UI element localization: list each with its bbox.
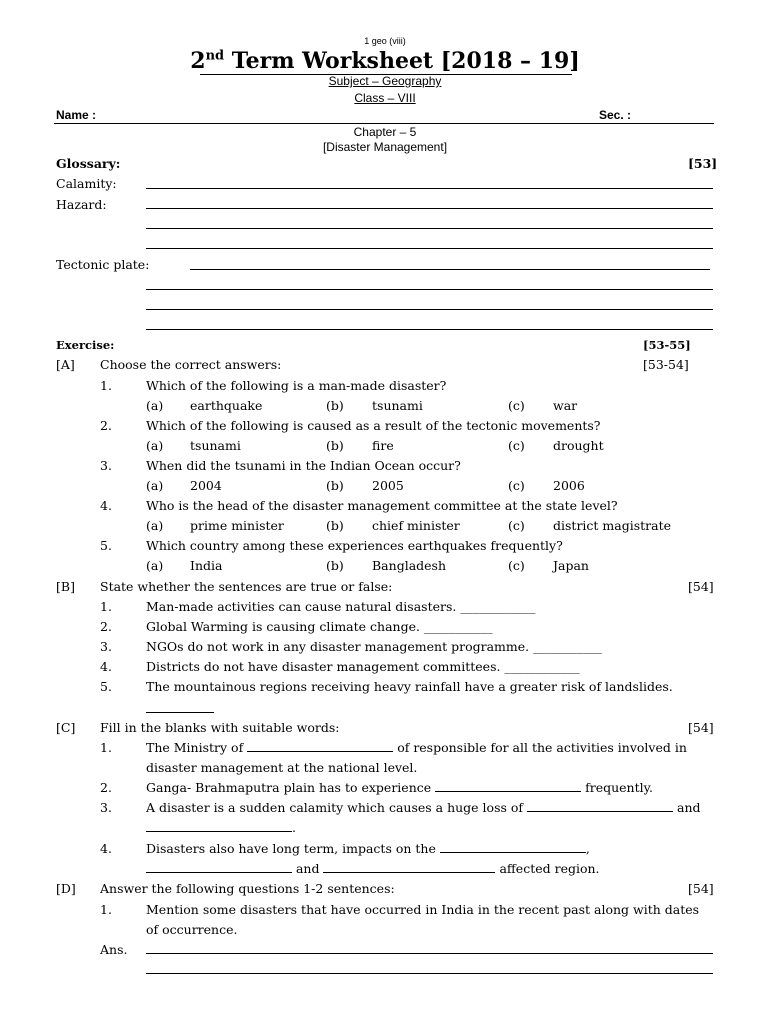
fill-blank[interactable] [435, 781, 581, 792]
section-b-title: State whether the sentences are true or false: [100, 579, 393, 594]
question-text: , [585, 841, 590, 856]
answer-line[interactable] [146, 309, 713, 310]
exercise-heading: Exercise: [56, 338, 115, 352]
option-text[interactable]: prime minister [190, 518, 284, 533]
option-text[interactable]: fire [372, 438, 394, 453]
answer-line[interactable] [146, 208, 713, 209]
option-letter[interactable]: (b) [326, 558, 344, 573]
question-text: of occurrence. [146, 922, 238, 937]
answer-line[interactable] [190, 269, 710, 270]
option-text[interactable]: drought [553, 438, 604, 453]
fill-blank[interactable] [146, 821, 292, 832]
option-letter[interactable]: (c) [508, 398, 525, 413]
subject-line: Subject – Geography [328, 74, 442, 88]
question-text: frequently. [585, 780, 654, 795]
option-letter[interactable]: (c) [508, 438, 525, 453]
option-text[interactable]: district magistrate [553, 518, 671, 533]
option-text[interactable]: India [190, 558, 223, 573]
question-number: 3. [100, 458, 112, 473]
glossary-page-ref: [53] [688, 156, 718, 171]
option-letter[interactable]: (a) [146, 398, 164, 413]
option-letter[interactable]: (a) [146, 438, 164, 453]
page-title [0, 48, 770, 74]
fill-blank[interactable] [323, 862, 495, 873]
statement-text: The mountainous regions receiving heavy rainfall have a greater risk of landslides. [146, 679, 673, 694]
question-number: 2. [100, 780, 112, 795]
statement-text: NGOs do not work in any disaster management programme. ___________ [146, 639, 602, 654]
option-text[interactable]: tsunami [372, 398, 423, 413]
answer-line[interactable] [146, 228, 713, 229]
section-d-page-ref: [54] [688, 881, 714, 896]
question-text: A disaster is a sudden calamity which causes a huge loss of [146, 800, 524, 815]
fill-question [146, 740, 687, 755]
question-number: 3. [100, 800, 112, 815]
option-letter[interactable]: (c) [508, 478, 525, 493]
answer-label: Ans. [100, 942, 128, 957]
question-number: 5. [100, 538, 112, 553]
option-letter[interactable]: (b) [326, 478, 344, 493]
option-letter[interactable]: (b) [326, 518, 344, 533]
title-ordinal: 2 [190, 48, 206, 74]
glossary-term-tectonic-plate: Tectonic plate: [56, 257, 150, 272]
question-text: Mention some disasters that have occurred in India in the recent past along with dates [146, 902, 700, 917]
answer-line[interactable] [146, 188, 713, 189]
question-number: 1. [100, 378, 112, 393]
section-d-label: [D] [56, 881, 76, 896]
option-text[interactable]: 2005 [372, 478, 404, 493]
question-text: and [295, 861, 320, 876]
option-letter[interactable]: (b) [326, 398, 344, 413]
section-c-label: [C] [56, 720, 76, 735]
question-number: 4. [100, 498, 112, 513]
question-text: and [677, 800, 701, 815]
fill-blank[interactable] [146, 862, 292, 873]
chapter-number: Chapter – 5 [353, 125, 417, 139]
option-text[interactable]: earthquake [190, 398, 263, 413]
option-letter[interactable]: (a) [146, 518, 164, 533]
section-b-page-ref: [54] [688, 579, 714, 594]
question-text: affected region. [499, 861, 600, 876]
question-text: Which country among these experiences earthquakes frequently? [146, 538, 563, 553]
section-c-page-ref: [54] [688, 720, 714, 735]
question-number: 1. [100, 740, 112, 755]
statement-text: Man-made activities can cause natural disasters. ____________ [146, 599, 536, 614]
question-number: 1. [100, 902, 112, 917]
statement-text: Districts do not have disaster management committees. ____________ [146, 659, 580, 674]
option-text[interactable]: 2006 [553, 478, 585, 493]
question-text: Ganga- Brahmaputra plain has to experience [146, 780, 432, 795]
answer-line[interactable] [146, 248, 713, 249]
section-c-title: Fill in the blanks with suitable words: [100, 720, 340, 735]
option-text[interactable]: 2004 [190, 478, 222, 493]
question-number: 4. [100, 659, 112, 674]
option-letter[interactable]: (a) [146, 558, 164, 573]
glossary-term-hazard: Hazard: [56, 197, 107, 212]
header-divider [54, 123, 714, 124]
question-text: The Ministry of [146, 740, 244, 755]
section-a-page-ref: [53-54] [643, 357, 689, 372]
sec-label: Sec. : [599, 108, 632, 122]
option-text[interactable]: Japan [553, 558, 589, 573]
answer-line[interactable] [146, 329, 713, 330]
question-number: 2. [100, 619, 112, 634]
name-label: Name : [56, 108, 97, 122]
question-text: Who is the head of the disaster management committee at the state level? [146, 498, 618, 513]
question-text: of responsible for all the activities involved in [397, 740, 687, 755]
option-letter[interactable]: (c) [508, 558, 525, 573]
answer-line[interactable] [146, 289, 713, 290]
question-text: Which of the following is caused as a result of the tectonic movements? [146, 418, 601, 433]
fill-question [146, 800, 701, 815]
fill-blank[interactable] [247, 741, 393, 752]
option-text[interactable]: Bangladesh [372, 558, 447, 573]
title-sup: nd [205, 48, 225, 64]
section-b-label: [B] [56, 579, 75, 594]
fill-question [146, 820, 296, 835]
exercise-page-ref: [53-55] [643, 338, 691, 352]
option-letter[interactable]: (a) [146, 478, 164, 493]
glossary-heading: Glossary: [56, 156, 121, 171]
question-number: 2. [100, 418, 112, 433]
answer-line[interactable] [146, 973, 713, 974]
fill-blank[interactable] [527, 801, 673, 812]
option-letter[interactable]: (c) [508, 518, 525, 533]
fill-question [146, 861, 600, 876]
statement-text: Global Warming is causing climate change. ___________ [146, 619, 493, 634]
question-text: Disasters also have long term, impacts on the [146, 841, 436, 856]
section-d-title: Answer the following questions 1-2 sentences: [100, 881, 395, 896]
option-letter[interactable]: (b) [326, 438, 344, 453]
fill-question [146, 780, 653, 795]
section-a-label: [A] [56, 357, 75, 372]
answer-line[interactable] [146, 712, 214, 713]
question-number: 3. [100, 639, 112, 654]
class-line: Class – VIII [354, 91, 416, 105]
page-code: 1 geo (viii) [364, 36, 406, 46]
question-text: When did the tsunami in the Indian Ocean occur? [146, 458, 461, 473]
option-text[interactable]: war [553, 398, 578, 413]
question-text: . [292, 820, 296, 835]
question-number: 1. [100, 599, 112, 614]
glossary-term-calamity: Calamity: [56, 176, 117, 191]
chapter-name: [Disaster Management] [322, 140, 448, 154]
question-number: 4. [100, 841, 112, 856]
option-text[interactable]: chief minister [372, 518, 460, 533]
fill-blank[interactable] [440, 842, 586, 853]
answer-line[interactable] [146, 953, 713, 954]
question-number: 5. [100, 679, 112, 694]
question-text: disaster management at the national level. [146, 760, 418, 775]
title-rest: Term Worksheet [2018 – 19] [224, 48, 580, 74]
question-text: Which of the following is a man-made disaster? [146, 378, 447, 393]
fill-question [146, 841, 590, 856]
section-a-title: Choose the correct answers: [100, 357, 282, 372]
option-text[interactable]: tsunami [190, 438, 241, 453]
